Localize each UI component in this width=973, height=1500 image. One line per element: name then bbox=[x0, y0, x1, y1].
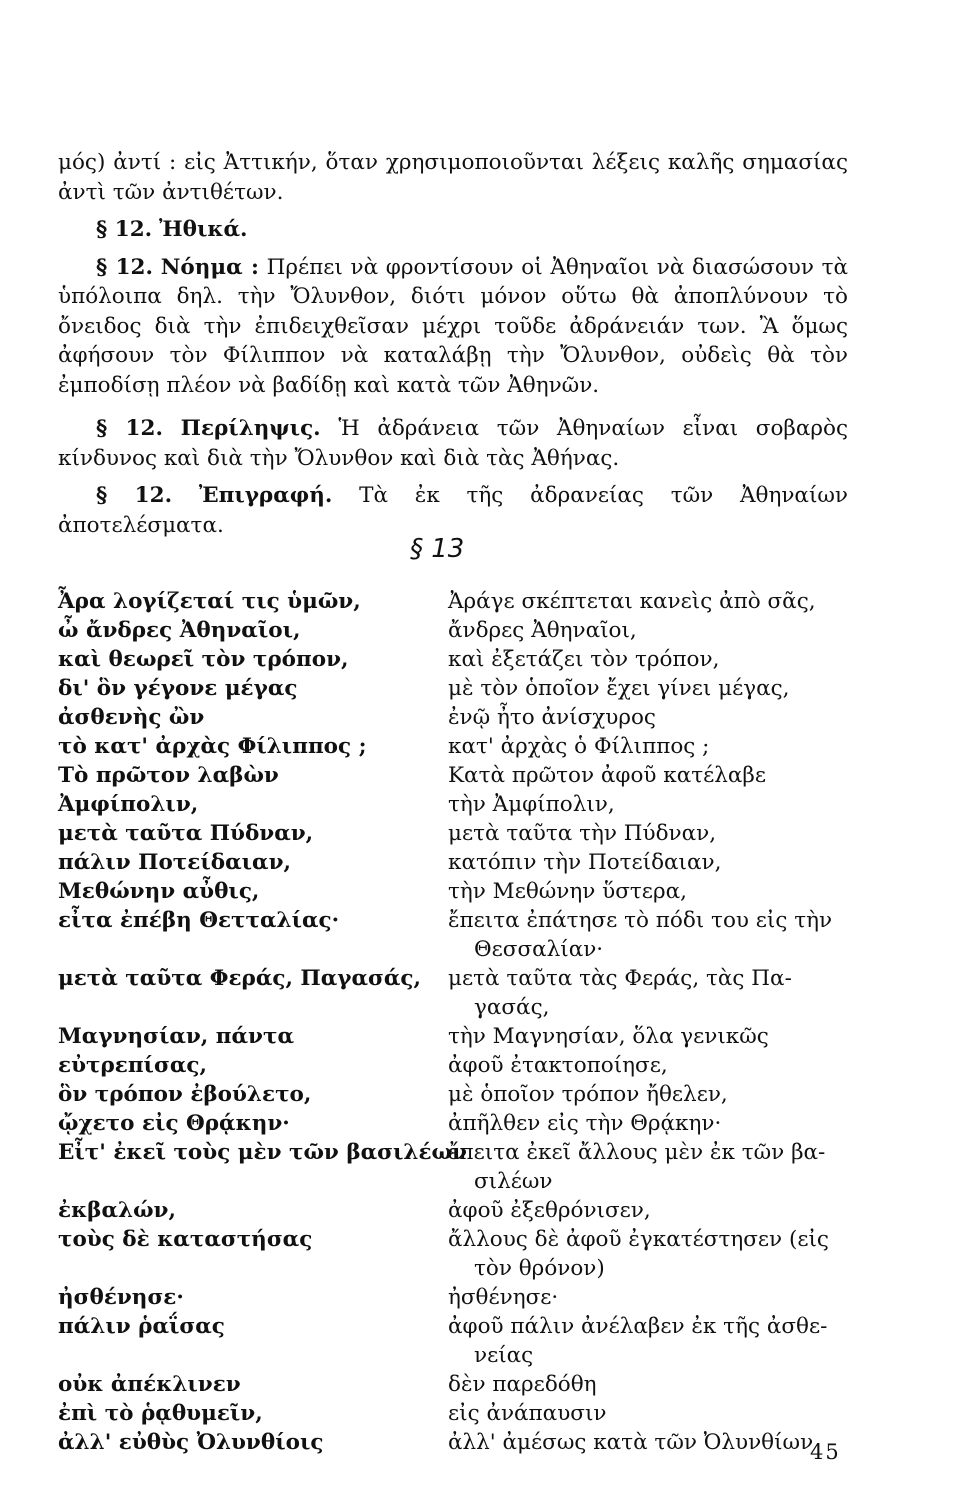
translation-line: μετὰ ταῦτα τὰς Φεράς, τὰς Πα- bbox=[448, 966, 792, 991]
translation-line: κατόπιν τὴν Ποτείδαιαν, bbox=[448, 850, 722, 875]
translation-line: ἔπειτα ἐκεῖ ἄλλους μὲν ἐκ τῶν βα- bbox=[448, 1140, 826, 1165]
greek-line: τοὺς δὲ καταστήσας bbox=[58, 1227, 313, 1252]
translation-line: σιλέων bbox=[474, 1169, 553, 1194]
translation-line: Θεσσαλίαν· bbox=[474, 937, 604, 962]
translation-line: τὴν Ἀμφίπολιν, bbox=[448, 792, 615, 817]
translation-line: γασάς, bbox=[474, 995, 550, 1020]
greek-line: οὐκ ἀπέκλινεν bbox=[58, 1372, 241, 1397]
spacer bbox=[58, 1254, 438, 1283]
translation-line: μὲ ὁποῖον τρόπον ἤθελεν, bbox=[448, 1082, 728, 1107]
translation-line: ἔπειτα ἐπάτησε τὸ πόδι του εἰς τὴν bbox=[448, 908, 833, 933]
greek-line: πάλιν Ποτείδαιαν, bbox=[58, 850, 291, 875]
greek-line: Ἆρα λογίζεταί τις ὑμῶν, bbox=[58, 589, 361, 614]
translation-column bbox=[448, 587, 853, 1457]
translation-line: κατ' ἀρχὰς ὁ Φίλιππος ; bbox=[448, 734, 710, 759]
translation-line: νείας bbox=[474, 1343, 534, 1368]
greek-line: πάλιν ῥαΐσας bbox=[58, 1314, 225, 1339]
translation-line: ἠσθένησε· bbox=[448, 1285, 559, 1310]
greek-line: τὸ κατ' ἀρχὰς Φίλιππος ; bbox=[58, 734, 367, 759]
translation-line: ἀφοῦ ἐξεθρόνισεν, bbox=[448, 1198, 651, 1223]
translation-line: ἀπῆλθεν εἰς τὴν Θρᾴκην· bbox=[448, 1111, 722, 1136]
section-epigraphe bbox=[58, 481, 848, 540]
section-title: Νόημα : bbox=[160, 254, 259, 280]
spacer bbox=[58, 1341, 438, 1370]
translation-line: ἄλλους δὲ ἀφοῦ ἐγκατέστησεν (εἰς bbox=[448, 1227, 829, 1252]
section-title: Περίληψις. bbox=[180, 416, 321, 441]
greek-line: Ἀμφίπολιν, bbox=[58, 792, 199, 817]
section-number: § 12. bbox=[96, 217, 153, 242]
greek-line: ἀσθενὴς ὢν bbox=[58, 705, 205, 730]
greek-line: δι' ὃν γέγονε μέγας bbox=[58, 676, 298, 701]
translation-line: τὴν Μαγνησίαν, ὅλα γενικῶς bbox=[448, 1024, 769, 1049]
section-perilepsis bbox=[58, 414, 848, 473]
translation-line: μὲ τὸν ὁποῖον ἔχει γίνει μέγας, bbox=[448, 676, 790, 701]
greek-line: μετὰ ταῦτα Πύδναν, bbox=[58, 821, 314, 846]
translation-line: ἀφοῦ πάλιν ἀνέλαβεν ἐκ τῆς ἀσθε- bbox=[448, 1314, 828, 1339]
greek-line: καὶ θεωρεῖ τὸν τρόπον, bbox=[58, 647, 349, 672]
section-noema bbox=[58, 253, 848, 401]
translation-line: ἄνδρες Ἀθηναῖοι, bbox=[448, 618, 637, 643]
section-text: Τὰ ἐκ τῆς ἀδρανείας τῶν Ἀθηναίων ἀποτελέσματα. bbox=[58, 483, 848, 538]
greek-line: ὃν τρόπον ἐβούλετο, bbox=[58, 1082, 312, 1107]
translation-line: εἰς ἀνάπαυσιν bbox=[448, 1401, 607, 1426]
section-ethika bbox=[58, 215, 848, 245]
spacer bbox=[58, 1167, 438, 1196]
greek-line: εὐτρεπίσας, bbox=[58, 1053, 207, 1078]
greek-text-column bbox=[58, 587, 467, 1457]
section-number: § 12. bbox=[96, 254, 153, 280]
section-number: § 12. bbox=[96, 483, 173, 508]
greek-line: εἶτα ἐπέβη Θετταλίας· bbox=[58, 908, 340, 933]
spacer bbox=[58, 993, 438, 1022]
greek-line: Μαγνησίαν, πάντα bbox=[58, 1024, 294, 1049]
translation-line: τὸν θρόνον) bbox=[474, 1256, 605, 1281]
greek-line: Εἶτ' ἐκεῖ τοὺς μὲν τῶν βασιλέων bbox=[58, 1140, 467, 1165]
translation-line: μετὰ ταῦτα τὴν Πύδναν, bbox=[448, 821, 717, 846]
greek-line: ἠσθένησε· bbox=[58, 1285, 184, 1310]
section-text: Πρέπει νὰ φροντίσουν οἱ Ἀθηναῖοι νὰ διασώσουν τὰ ὑπόλοιπα δηλ. τὴν Ὄλυνθον, διότι μόνον οὕτω θὰ ἀποπλύνουν τὸ ὄνειδος διὰ τὴν ἐπιδειχθεῖσαν μέχρι τοῦδε ἀδράνειάν των. Ἂ ὅμως ἀφήσουν τὸν Φίλιππον νὰ καταλάβῃ τὴν Ὄλυνθον, οὐδεὶς θὰ τὸν ἐμποδίσῃ πλέον νὰ βαδίδῃ καὶ κατὰ τῶν Ἀθηνῶν. bbox=[58, 254, 849, 398]
greek-line: ἐπὶ τὸ ῥᾳθυμεῖν, bbox=[58, 1401, 263, 1426]
translation-line: τὴν Μεθώνην ὕστερα, bbox=[448, 879, 687, 904]
greek-line: ἀλλ' εὐθὺς Ὀλυνθίοις bbox=[58, 1430, 324, 1455]
translation-line: Κατὰ πρῶτον ἀφοῦ κατέλαβε bbox=[448, 763, 766, 788]
translation-line: ἀλλ' ἀμέσως κατὰ τῶν Ὀλυνθίων bbox=[448, 1430, 814, 1455]
translation-line: ἐνῷ ἦτο ἀνίσχυρος bbox=[448, 705, 656, 730]
translation-line: καὶ ἐξετάζει τὸν τρόπον, bbox=[448, 647, 720, 672]
section-title: Ἐπιγραφή. bbox=[198, 483, 333, 508]
translation-line: ἀφοῦ ἐτακτοποίησε, bbox=[448, 1053, 668, 1078]
commentary-block bbox=[58, 148, 848, 540]
greek-line: μετὰ ταῦτα Φεράς, Παγασάς, bbox=[58, 966, 421, 991]
intro-paragraph: μός) ἀντί : εἰς Ἀττικήν, ὅταν χρησιμοποιοῦνται λέξεις καλῆς σημασίας ἀντὶ τῶν ἀντιθέτων. bbox=[58, 150, 848, 205]
section-number: § 12. bbox=[96, 416, 163, 441]
translation-line: Ἀράγε σκέπτεται κανεὶς ἀπὸ σᾶς, bbox=[448, 589, 816, 614]
section-13-heading: § 13 bbox=[410, 534, 465, 564]
greek-line: ἐκβαλών, bbox=[58, 1198, 176, 1223]
greek-line: Τὸ πρῶτον λαβὼν bbox=[58, 763, 279, 788]
greek-line: Μεθώνην αὖθις, bbox=[58, 879, 260, 904]
page-number: 45 bbox=[810, 1440, 841, 1464]
section-title: Ἠθικά. bbox=[158, 217, 248, 242]
greek-line: ὦ ἄνδρες Ἀθηναῖοι, bbox=[58, 618, 301, 643]
greek-line: ᾤχετο εἰς Θρᾴκην· bbox=[58, 1111, 290, 1136]
section-text: Ἡ ἀδράνεια τῶν Ἀθηναίων εἶναι σοβαρὸς κίνδυνος καὶ διὰ τὴν Ὄλυνθον καὶ διὰ τὰς Ἀθήνας. bbox=[58, 416, 848, 471]
spacer bbox=[58, 935, 438, 964]
translation-line: δὲν παρεδόθη bbox=[448, 1372, 597, 1397]
